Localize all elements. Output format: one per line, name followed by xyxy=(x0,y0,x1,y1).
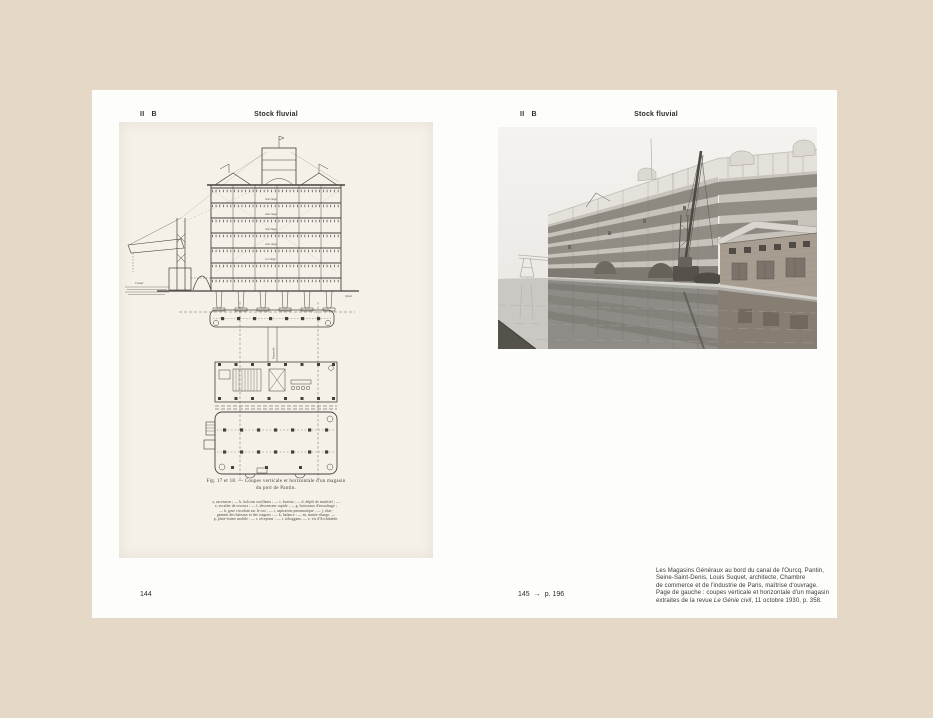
legend-line: — h, grue circulant sur le toit ; — i, aspiration pneumatique ; — j, char- xyxy=(219,508,333,513)
floor-label: 4me étage xyxy=(265,212,277,216)
caption-text: , 11 octobre 1930, p. 358. xyxy=(751,597,822,604)
section-drawing xyxy=(125,136,359,312)
arrow-right-icon: → xyxy=(533,591,541,598)
figure-legend xyxy=(141,500,411,521)
floor-label: 2me étage xyxy=(265,242,277,246)
engineering-drawing xyxy=(119,122,433,558)
caption-line: de commerce et de l'industrie de Paris, maîtrise d'ouvrage. xyxy=(656,582,818,589)
plan-drawing xyxy=(204,302,337,480)
legend-line: a, ascenseur ; — b, balcons oscillants ; — c, bureau ; — d, dépôt de matériel ; — xyxy=(212,500,340,504)
quai-label: Quai xyxy=(345,294,352,298)
figure-paper xyxy=(119,122,433,558)
canal-label: Canal xyxy=(135,281,144,285)
floor-label: 3me étage xyxy=(265,227,277,231)
right-page-footer xyxy=(518,591,564,598)
section-letter: B xyxy=(151,111,157,118)
right-page-number: 145 xyxy=(518,591,530,598)
page-spread xyxy=(92,90,837,618)
photograph xyxy=(498,127,817,349)
floor-label: 5me étage xyxy=(265,197,277,201)
section-number: II xyxy=(140,111,145,118)
caption-line: Page de gauche : coupes verticale et horizontale d'un magasin xyxy=(656,590,830,597)
floor-label: 1er étage xyxy=(265,257,276,261)
figure-caption xyxy=(119,478,433,492)
caption-line: Seine-Saint-Denis, Louis Suquet, architecte, Chambre xyxy=(656,575,806,582)
journal-title: Le Génie civil xyxy=(713,597,752,604)
right-running-title: Stock fluvial xyxy=(634,111,678,118)
photo-caption xyxy=(656,568,851,605)
caption-line xyxy=(656,598,851,605)
caption-line: Les Magasins Généraux au bord du canal de l'Ourcq, Pantin, xyxy=(656,568,825,574)
caption-line: du port de Pantin. xyxy=(255,486,297,491)
section-letter: B xyxy=(531,111,537,118)
caption-line: Fig. 17 et 18. — Coupes verticale et horizontale d'un magasin xyxy=(206,479,346,484)
legend-line: p, plate-forme mobile ; — r, récepteur ; — t, toboggans, — v, vis d'Archimède. xyxy=(213,517,339,522)
left-page-number: 144 xyxy=(140,591,152,598)
canal-warehouse-photo xyxy=(498,127,817,349)
section-number: II xyxy=(520,111,525,118)
caption-text: extraites de la revue xyxy=(656,597,714,604)
legend-line: gement des bateaux et des wagons ; — k, balance ; — m, monte-charge, — xyxy=(216,512,336,517)
passerelle-label: Passerelle xyxy=(272,347,276,359)
left-running-title: Stock fluvial xyxy=(254,111,298,118)
cross-reference: p. 196 xyxy=(544,591,565,598)
legend-line: e, escalier de secours ; — f, descenseur rapide ; — g, boisseaux d'ensachage ; xyxy=(214,504,338,509)
